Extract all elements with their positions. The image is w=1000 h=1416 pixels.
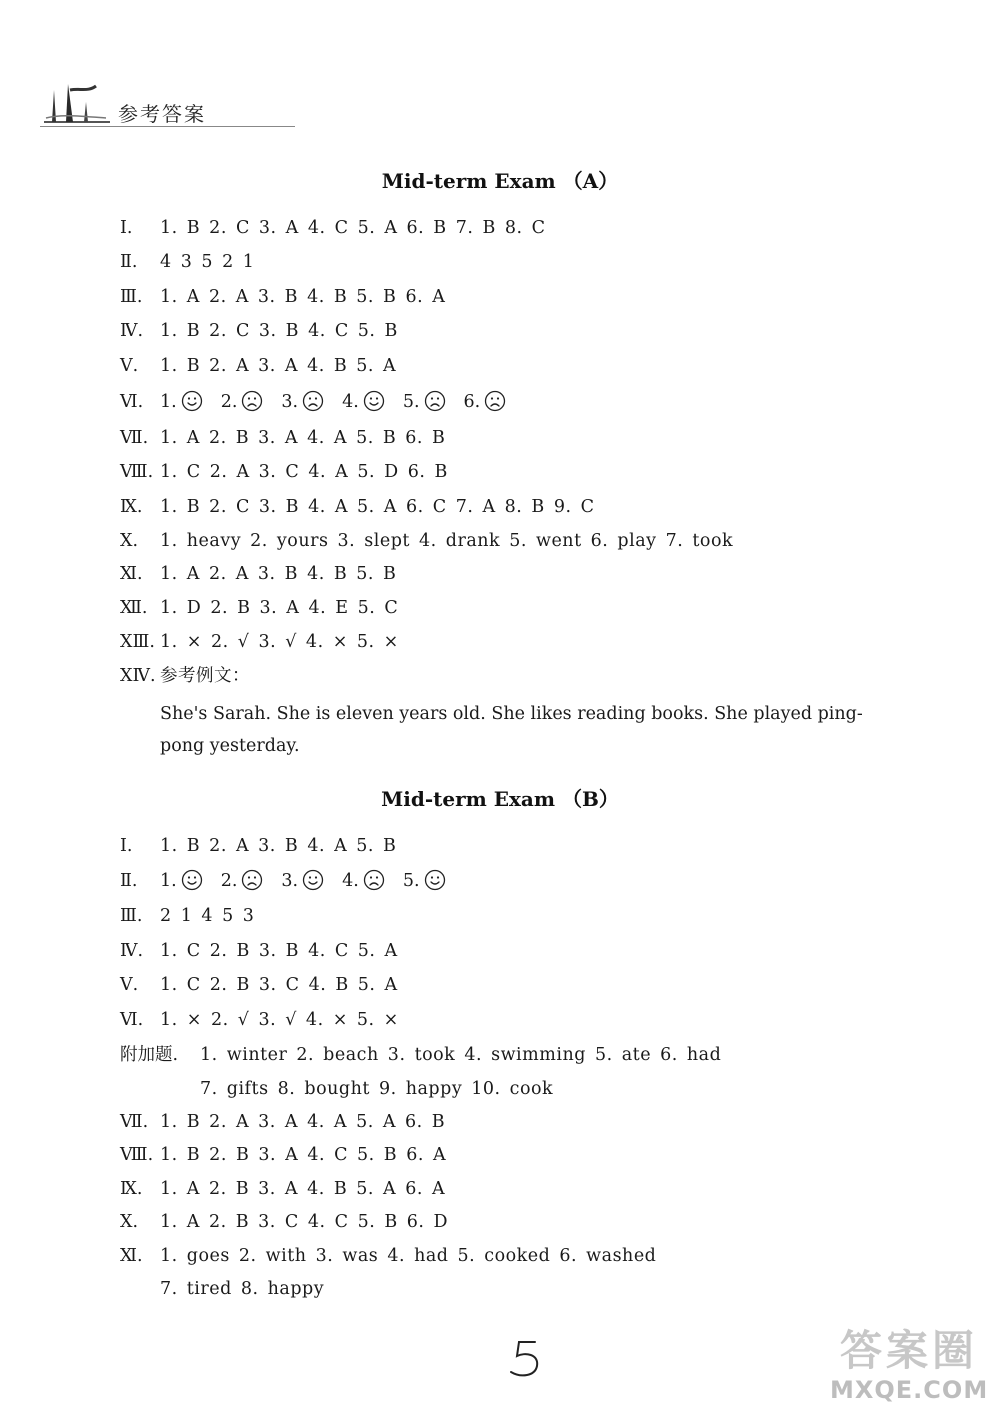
row-number: Ⅸ. <box>120 1179 143 1199</box>
row-number: Ⅷ. <box>120 462 154 482</box>
exam-a-row-6 <box>120 390 524 419</box>
face-answer <box>403 871 448 891</box>
row-answers: 7. tired 8. happy <box>160 1279 325 1299</box>
row-number: Ⅸ. <box>120 497 143 517</box>
sample-essay: She's Sarah. She is eleven years old. She likes reading books. She played ping-pong yesterday. <box>160 704 863 756</box>
row-answers: 1. × 2. √ 3. √ 4. × 5. × <box>160 1010 399 1030</box>
face-answer-list <box>160 392 524 412</box>
face-answer-number: 4. <box>342 871 359 891</box>
row-answers: 1. goes 2. with 3. was 4. had 5. cooked 6. washed <box>160 1246 657 1266</box>
row-answers: 1. B 2. A 3. A 4. B 5. A <box>160 356 397 376</box>
row-answers: 参考例文： <box>160 666 250 686</box>
row-answers: 1. A 2. A 3. B 4. B 5. B <box>160 564 397 584</box>
row-number: Ⅱ. <box>120 871 138 891</box>
face-answer <box>281 392 326 412</box>
face-answer <box>221 871 266 891</box>
exam-a-row-2 <box>120 250 254 274</box>
row-answers: 1. × 2. √ 3. √ 4. × 5. × <box>160 632 399 652</box>
row-number: Ⅰ. <box>120 836 133 856</box>
exam-a-row-12 <box>120 596 398 620</box>
face-answer-number: 5. <box>402 392 420 412</box>
face-answer-number: 2. <box>220 871 238 891</box>
face-answer <box>221 392 266 412</box>
exam-a-row-9 <box>120 495 595 519</box>
row-number: Ⅹ. <box>120 1212 139 1232</box>
row-number: Ⅻ. <box>120 598 148 618</box>
header-divider <box>40 126 295 127</box>
exam-a-row-13 <box>120 630 399 654</box>
exam-b-row-8 <box>120 1143 446 1167</box>
face-answer-number: 6. <box>463 392 481 412</box>
sad-face-icon <box>363 869 385 898</box>
row-answers: 1. A 2. B 3. C 4. C 5. B 6. D <box>160 1212 449 1232</box>
exam-b-row-6 <box>120 1008 399 1032</box>
row-answers: 1. B 2. C 3. A 4. C 5. A 6. B 7. B 8. C <box>160 218 546 238</box>
exam-a-row-1 <box>120 216 546 240</box>
face-answer-number: 3. <box>281 392 299 412</box>
exam-b-row-7 <box>120 1110 445 1134</box>
watermark <box>830 1318 1000 1416</box>
exam-b-row-10 <box>120 1210 448 1234</box>
row-number: Ⅵ. <box>120 392 144 412</box>
exam-b-row-1 <box>120 834 396 858</box>
row-answers: 1. winter 2. beach 3. took 4. swimming 5. ate 6. had <box>200 1045 722 1065</box>
smiley-face-icon <box>424 869 446 898</box>
row-number: Ⅲ. <box>120 906 143 926</box>
exam-b-row-2 <box>120 869 464 898</box>
row-number: Ⅲ. <box>120 287 143 307</box>
row-number: Ⅶ. <box>120 428 149 448</box>
exam-b-row-5 <box>120 973 398 997</box>
exam-a-row-3 <box>120 285 445 309</box>
row-answers: 1. B 2. C 3. B 4. C 5. B <box>160 321 398 341</box>
exam-b-row-3 <box>120 904 254 928</box>
exam-b-row-9 <box>120 1177 445 1201</box>
sad-face-icon <box>241 869 263 898</box>
row-number: Ⅵ. <box>120 1010 144 1030</box>
exam-b-bonus-row-2 <box>200 1077 553 1101</box>
face-answer-number: 1. <box>160 392 177 412</box>
header-title: 参考答案 <box>118 102 206 126</box>
watermark-url: MXQE.COM <box>830 1376 989 1404</box>
row-answers: 1. B 2. A 3. B 4. A 5. B <box>160 836 397 856</box>
sad-face-icon <box>484 390 506 419</box>
exam-a-row-11 <box>120 562 396 586</box>
face-answer-number: 1. <box>160 871 177 891</box>
exam-a-row-14 <box>120 664 250 688</box>
row-number: XⅣ. <box>120 666 156 686</box>
row-answers: 1. C 2. B 3. B 4. C 5. A <box>160 941 398 961</box>
sad-face-icon <box>424 390 446 419</box>
row-answers: 1. C 2. A 3. C 4. A 5. D 6. B <box>160 462 448 482</box>
face-answer <box>342 392 387 412</box>
face-answer <box>403 392 448 412</box>
row-number: Ⅱ. <box>120 252 138 272</box>
page-header <box>40 78 300 134</box>
handwritten-page-number-icon <box>505 1338 551 1380</box>
row-number: Ⅰ. <box>120 218 133 238</box>
header-logo-icon <box>40 78 112 128</box>
row-number: Ⅴ. <box>120 356 139 376</box>
row-answers: 1. heavy 2. yours 3. slept 4. drank 5. went 6. play 7. took <box>160 531 734 551</box>
face-answer <box>464 392 509 412</box>
smiley-face-icon <box>363 390 385 419</box>
row-answers: 1. B 2. C 3. B 4. A 5. A 6. C 7. A 8. B 9. C <box>160 497 595 517</box>
face-answer <box>160 871 205 891</box>
exam-a-row-4 <box>120 319 398 343</box>
row-number: Ⅹ. <box>120 531 139 551</box>
row-number: Ⅺ. <box>120 1246 143 1266</box>
smiley-face-icon <box>181 869 203 898</box>
row-answers: 2 1 4 5 3 <box>160 906 255 926</box>
exam-a-row-7 <box>120 426 445 450</box>
exam-b-row-11 <box>120 1244 656 1268</box>
watermark-logo-text: 答案圈 <box>840 1326 979 1375</box>
row-answers: 4 3 5 2 1 <box>160 252 255 272</box>
page-number <box>505 1338 551 1384</box>
face-answer <box>160 392 205 412</box>
row-answers: 1. C 2. B 3. C 4. B 5. A <box>160 975 398 995</box>
row-answers: 1. A 2. A 3. B 4. B 5. B 6. A <box>160 287 446 307</box>
exam-a-row-10 <box>120 529 733 553</box>
row-number: Ⅳ. <box>120 941 144 961</box>
sad-face-icon <box>302 390 324 419</box>
face-answer <box>342 871 387 891</box>
exam-b-row-4 <box>120 939 398 963</box>
row-number: 附加题. <box>120 1045 179 1065</box>
sad-face-icon <box>241 390 263 419</box>
exam-b-row-11-cont <box>160 1277 324 1301</box>
row-answers: 1. A 2. B 3. A 4. A 5. B 6. B <box>160 428 446 448</box>
face-answer <box>281 871 326 891</box>
row-number: Ⅶ. <box>120 1112 149 1132</box>
face-answer-number: 3. <box>281 871 299 891</box>
face-answer-list <box>160 871 464 891</box>
face-answer-number: 4. <box>342 392 359 412</box>
row-answers: 1. A 2. B 3. A 4. B 5. A 6. A <box>160 1179 446 1199</box>
row-number: Ⅺ. <box>120 564 143 584</box>
smiley-face-icon <box>181 390 203 419</box>
exam-a-row-5 <box>120 354 396 378</box>
row-number: Ⅷ. <box>120 1145 154 1165</box>
row-number: Ⅳ. <box>120 321 144 341</box>
row-answers: 7. gifts 8. bought 9. happy 10. cook <box>200 1079 554 1099</box>
exam-a-row-8 <box>120 460 448 484</box>
row-answers: 1. B 2. A 3. A 4. A 5. A 6. B <box>160 1112 446 1132</box>
exam-a-title: Mid-term Exam （A） <box>381 169 619 193</box>
row-number: XⅢ. <box>120 632 155 652</box>
face-answer-number: 5. <box>402 871 420 891</box>
row-number: Ⅴ. <box>120 975 139 995</box>
row-answers: 1. B 2. B 3. A 4. C 5. B 6. A <box>160 1145 447 1165</box>
exam-b-title: Mid-term Exam （B） <box>381 787 619 811</box>
smiley-face-icon <box>302 869 324 898</box>
row-answers: 1. D 2. B 3. A 4. E 5. C <box>160 598 399 618</box>
exam-b-bonus-row-1 <box>120 1043 721 1067</box>
face-answer-number: 2. <box>220 392 238 412</box>
